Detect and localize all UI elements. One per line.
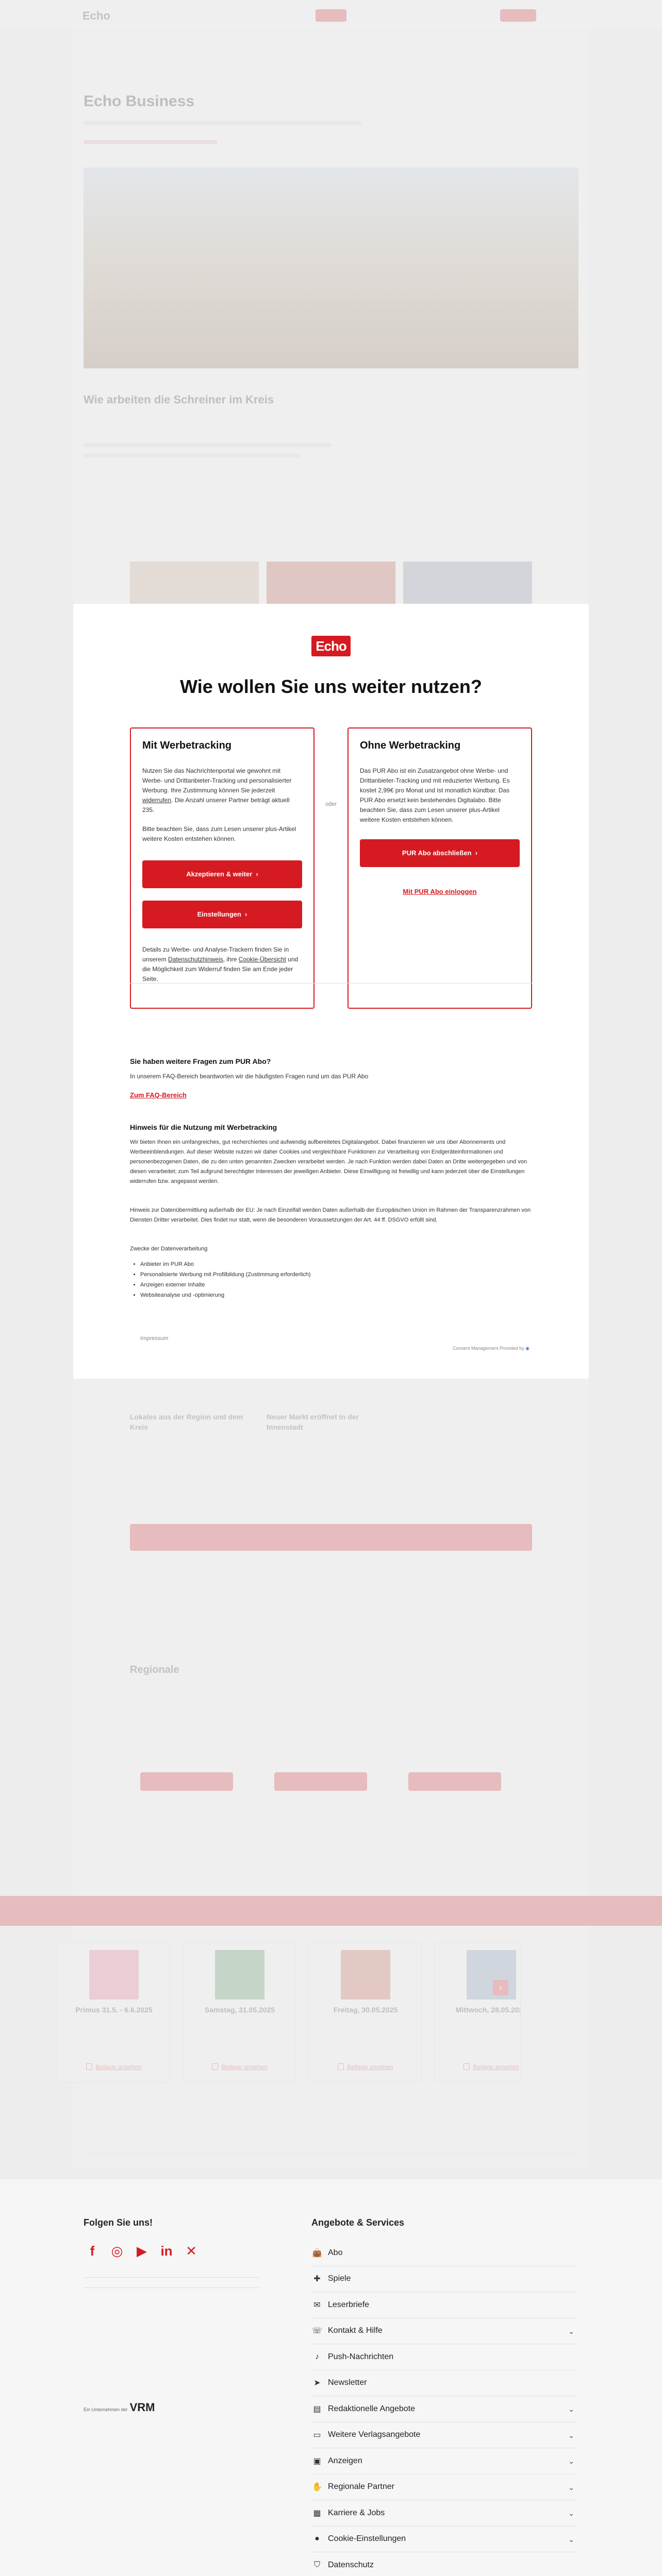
- vrm-logo[interactable]: Ein Unternehmen der VRM: [84, 2401, 155, 2414]
- footer: [0, 2179, 662, 2576]
- consent-modal: [73, 604, 589, 1379]
- cookie-icon: ●: [315, 2534, 320, 2544]
- footer-item-redaktion[interactable]: ▤ Redaktionelle Angebote ⌄: [311, 2396, 577, 2422]
- footer-item-verlag[interactable]: ▭ Weitere Verlagsangebote ⌄: [311, 2422, 577, 2449]
- revoke-link[interactable]: widerrufen: [142, 796, 172, 804]
- bag-icon: 👜: [312, 2248, 322, 2258]
- chevron-down-icon: ⌄: [568, 2457, 574, 2465]
- purpose-item: • Personalisierte Werbung mit Profilbildung (Zustimmung erforderlich): [140, 1269, 311, 1280]
- option-note: Bitte beachten Sie, dass zum Lesen unserer plus-Artikel weitere Kosten entstehen können.: [142, 825, 296, 842]
- option-text: Nutzen Sie das Nachrichtenportal wie gewohnt mit Werbe- und Drittanbieter-Tracking und personalisierter Werbung. Ihre Zustimmung können Sie jederzeit widerrufen. Die Anzahl unserer Partner beträgt aktuell 235.: [142, 767, 292, 814]
- chat-icon: ☏: [311, 2327, 322, 2336]
- option-with-tracking: [130, 727, 315, 1009]
- chevron-down-icon: ⌄: [568, 2327, 574, 2335]
- footer-divider: [84, 2277, 259, 2278]
- footer-item-anzeigen[interactable]: ▣ Anzeigen ⌄: [311, 2448, 577, 2475]
- send-icon: ➤: [313, 2379, 321, 2388]
- modal-divider: [130, 983, 532, 984]
- footer-item-push[interactable]: ♪ Push-Nachrichten: [311, 2344, 577, 2370]
- subscribe-pur-button[interactable]: PUR Abo abschließen ›: [360, 839, 520, 867]
- option-heading: Mit Werbetracking: [142, 740, 231, 751]
- echo-logo: Echo: [311, 636, 351, 656]
- briefcase-icon: ▦: [313, 2509, 321, 2518]
- footer-item-spiele[interactable]: ✚ Spiele: [311, 2266, 577, 2293]
- faq-link[interactable]: Zum FAQ-Bereich: [130, 1091, 187, 1099]
- chevron-down-icon: ⌄: [568, 2535, 574, 2544]
- option-without-tracking: [347, 727, 532, 1009]
- chevron-down-icon: ⌄: [568, 2509, 574, 2517]
- cookie-overview-link[interactable]: Cookie-Übersicht: [238, 956, 286, 963]
- puzzle-icon: ✚: [313, 2275, 321, 2284]
- hint-paragraph: Wir bieten Ihnen ein umfangreiches, gut recherchiertes und aufwendig aufbereitetes Digitalangebot. Dabei finanzieren wir uns über Abonnements und Werbeeinblendungen. Auf dieser Website nutzen wir daher Cookies und vergleichbare Funktionen zur Verarbeitung von Endgeräteinformationen und personenbezogenen Daten, die zu den unten genannten Zwecken verarbeitet werden. Je nach Funktion werden dabei Daten an Dritte weitergegeben und von diesen verarbeitet; zum Teil aufgrund berechtigter Interessen der jeweiligen Anbieter. Diese Einwilligung ist freiwillig und kann jederzeit über die Einstellungen widerrufen bzw. angepasst werden.: [130, 1139, 527, 1184]
- footer-item-cookie[interactable]: ● Cookie-Einstellungen ⌄: [311, 2527, 577, 2553]
- instagram-icon[interactable]: ◎: [111, 2243, 123, 2259]
- chevron-down-icon: ⌄: [568, 2483, 574, 2492]
- cmp-logo-icon: ◉: [525, 1346, 529, 1351]
- settings-button[interactable]: Einstellungen ›: [142, 901, 302, 928]
- privacy-link[interactable]: Datenschutzhinweis: [168, 956, 223, 963]
- shield-icon: ⛉: [313, 2560, 320, 2569]
- linkedin-icon[interactable]: in: [160, 2243, 173, 2259]
- faq-heading: Sie haben weitere Fragen zum PUR Abo?: [130, 1057, 271, 1065]
- imprint-link[interactable]: Impressum: [140, 1335, 169, 1342]
- footer-item-kontakt[interactable]: ☏ Kontakt & Hilfe ⌄: [311, 2318, 577, 2345]
- hint-paragraph-transfer: Hinweis zur Datenübermittlung außerhalb der EU: Je nach Einzelfall werden Daten außerhalb der Europäischen Union im Rahmen der Transparenzrahmen von Diensten Dritter verarbeitet. Dies findet nur statt, wenn die besonderen Voraussetzungen der Art. 44 ff. DSGVO erfüllt sind.: [130, 1207, 531, 1223]
- ad-icon: ▣: [313, 2456, 321, 2466]
- chevron-down-icon: ⌄: [568, 2405, 574, 2413]
- mail-icon: ✉: [313, 2300, 321, 2310]
- footer-follow-title: Folgen Sie uns!: [84, 2217, 153, 2228]
- option-details: Details zu Werbe- und Analyse-Trackern finden Sie in unserem Datenschutzhinweis, ihre Cookie-Übersicht und die Möglichkeit zum Widerruf finden Sie am Ende jeder Seite.: [142, 946, 299, 982]
- footer-service-list: [311, 2240, 577, 2576]
- footer-offers-title: Angebote & Services: [311, 2217, 405, 2228]
- youtube-icon[interactable]: ▶: [137, 2243, 147, 2259]
- purpose-item: • Anbieter im PUR Abo: [140, 1259, 311, 1269]
- xing-icon[interactable]: ✕: [186, 2243, 197, 2259]
- folder-icon: ▭: [313, 2431, 321, 2440]
- faq-text: In unserem FAQ-Bereich beantworten wir die häufigsten Fragen rund um das PUR Abo: [130, 1073, 369, 1080]
- newspaper-icon: ▤: [313, 2404, 321, 2414]
- facebook-icon[interactable]: f: [90, 2243, 95, 2259]
- powered-by: Consent Management Provided by ◉: [453, 1346, 529, 1351]
- option-text: Das PUR Abo ist ein Zusatzangebot ohne Werbe- und Drittanbieter-Tracking und mit reduzierter Werbung. Es kostet 2,99€ pro Monat und ist monatlich kündbar. Das PUR Abo ersetzt kein bestehendes Digitalabo. Bitte beachten Sie, dass zum Lesen unserer plus-Artikel weitere Kosten entstehen können.: [360, 767, 510, 823]
- handshake-icon: ✋: [312, 2483, 322, 2492]
- option-heading: Ohne Werbetracking: [360, 740, 461, 751]
- purposes-heading: Zwecke der Datenverarbeitung: [130, 1246, 208, 1252]
- footer-item-abo[interactable]: 👜 Abo: [311, 2240, 577, 2266]
- footer-divider: [84, 2287, 259, 2288]
- purpose-item: • Websiteanalyse und -optimierung: [140, 1290, 311, 1300]
- chevron-down-icon: ⌄: [568, 2431, 574, 2439]
- accept-button[interactable]: Akzeptieren & weiter ›: [142, 860, 302, 888]
- purposes-list: [140, 1259, 311, 1300]
- footer-item-regional[interactable]: ✋ Regionale Partner ⌄: [311, 2475, 577, 2501]
- footer-item-leserbriefe[interactable]: ✉ Leserbriefe: [311, 2292, 577, 2318]
- social-links: [84, 2242, 200, 2260]
- footer-item-newsletter[interactable]: ➤ Newsletter: [311, 2370, 577, 2397]
- bell-icon: ♪: [315, 2352, 319, 2361]
- pur-login-link[interactable]: Mit PUR Abo einloggen: [403, 888, 477, 895]
- or-label: oder: [325, 801, 337, 807]
- footer-item-datenschutz[interactable]: ⛉ Datenschutz: [311, 2552, 577, 2576]
- hint-heading: Hinweis für die Nutzung mit Werbetracking: [130, 1123, 277, 1131]
- footer-item-karriere[interactable]: ▦ Karriere & Jobs ⌄: [311, 2500, 577, 2527]
- modal-title: Wie wollen Sie uns weiter nutzen?: [180, 676, 482, 697]
- purpose-item: • Anzeigen externer Inhalte: [140, 1280, 311, 1290]
